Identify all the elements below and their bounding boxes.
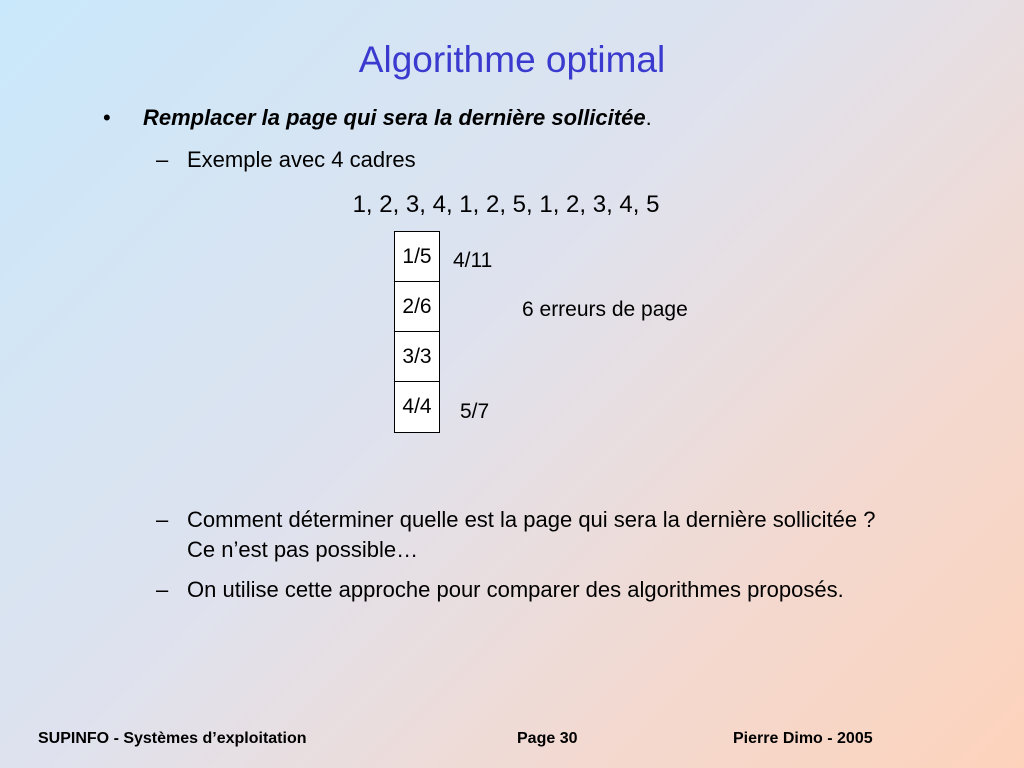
note-bottom: 5/7 — [460, 400, 490, 423]
sub-item-usage — [156, 575, 976, 605]
frame-cell: 1/5 — [395, 232, 439, 282]
page-errors-note: 6 erreurs de page — [522, 298, 688, 321]
dash-marker: – — [156, 147, 169, 172]
sub-item-text: Exemple avec 4 cadres — [187, 147, 416, 172]
main-bullet-text: Remplacer la page qui sera la dernière sollicitée — [143, 105, 646, 130]
footer-page-number: Page 30 — [517, 730, 578, 747]
frames-table — [394, 231, 440, 433]
main-bullet — [103, 103, 652, 133]
reference-sequence: 1, 2, 3, 4, 1, 2, 5, 1, 2, 3, 4, 5 — [352, 191, 660, 218]
sub-item-text: On utilise cette approche pour comparer des algorithmes proposés. — [187, 577, 844, 602]
sub-item-text: Comment déterminer quelle est la page qui sera la dernière sollicitée ? Ce n’est pas possible… — [187, 507, 876, 562]
frame-cell: 3/3 — [395, 332, 439, 382]
footer-author: Pierre Dimo - 2005 — [733, 730, 873, 747]
sub-item-example — [156, 145, 416, 175]
bullet-marker: • — [103, 105, 111, 130]
note-top: 4/11 — [453, 249, 493, 272]
frame-cell: 4/4 — [402, 395, 432, 418]
main-bullet-suffix: . — [645, 105, 652, 130]
frame-cell: 2/6 — [395, 282, 439, 332]
slide-title: Algorithme optimal — [358, 39, 666, 80]
dash-marker: – — [156, 507, 169, 532]
dash-marker: – — [156, 577, 169, 602]
footer-course: SUPINFO - Systèmes d’exploitation — [38, 730, 307, 747]
sub-item-question — [156, 505, 896, 565]
